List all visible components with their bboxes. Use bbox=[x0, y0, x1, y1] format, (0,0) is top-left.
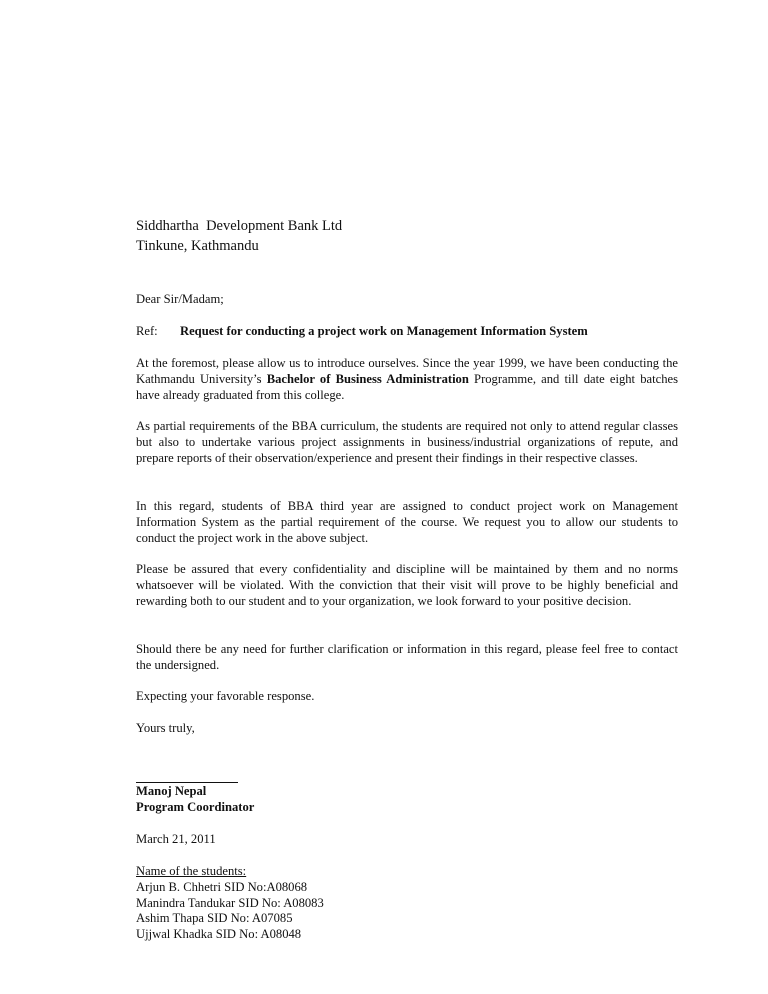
closing: Yours truly, bbox=[136, 721, 195, 735]
letter-date: March 21, 2011 bbox=[136, 832, 216, 846]
recipient-address: Tinkune, Kathmandu bbox=[136, 238, 259, 254]
signatory-name: Manoj Nepal bbox=[136, 784, 207, 798]
students-heading: Name of the students: bbox=[136, 864, 247, 878]
intro-text-a: At the foremost, please allow us to introduce ourselves. Since the year 1999, we have been conducting the Kathmandu University’s bbox=[136, 356, 678, 386]
student-item: Ujjwal Khadka SID No: A08048 bbox=[136, 927, 302, 942]
paragraph-requirements: As partial requirements of the BBA curriculum, the students are required not only to attend regular classes but also to undertake various project assignments in business/industrial organizations of repute, and prepare reports of their observation/experience and present their findings in their respective classes. bbox=[136, 419, 678, 465]
recipient-name: Siddhartha Development Bank Ltd bbox=[136, 218, 343, 234]
signature-line bbox=[136, 782, 238, 783]
salutation: Dear Sir/Madam; bbox=[136, 292, 224, 306]
student-item: Manindra Tandukar SID No: A08083 bbox=[136, 895, 324, 910]
paragraph-request: In this regard, students of BBA third year are assigned to conduct project work on Management Information System as the partial requirement of the course. We request you to allow our students to conduct the project work in the above subject. bbox=[136, 499, 678, 545]
paragraph-intro bbox=[136, 356, 678, 403]
student-item: Arjun B. Chhetri SID No:A08068 bbox=[136, 879, 308, 894]
ref-label: Ref: bbox=[136, 324, 158, 338]
ref-line bbox=[136, 324, 696, 340]
intro-text-b: Programme, and till date eight batches have already graduated from this college. bbox=[136, 371, 678, 402]
student-item: Ashim Thapa SID No: A07085 bbox=[136, 911, 293, 926]
ref-subject: Request for conducting a project work on Management Information System bbox=[180, 324, 588, 338]
paragraph-contact: Should there be any need for further clarification or information in this regard, please feel free to contact the undersigned. bbox=[136, 642, 678, 672]
signatory-title: Program Coordinator bbox=[136, 800, 255, 814]
students-block bbox=[136, 864, 324, 943]
paragraph-expecting: Expecting your favorable response. bbox=[136, 689, 315, 703]
programme-name: Bachelor of Business Administration bbox=[266, 371, 469, 386]
recipient-block bbox=[136, 216, 342, 256]
paragraph-assurance: Please be assured that every confidentiality and discipline will be maintained by them and no norms whatsoever will be violated. With the conviction that their visit will prove to be highly beneficial and rewarding both to our student and to your organization, we look forward to your positive decision. bbox=[136, 562, 678, 608]
